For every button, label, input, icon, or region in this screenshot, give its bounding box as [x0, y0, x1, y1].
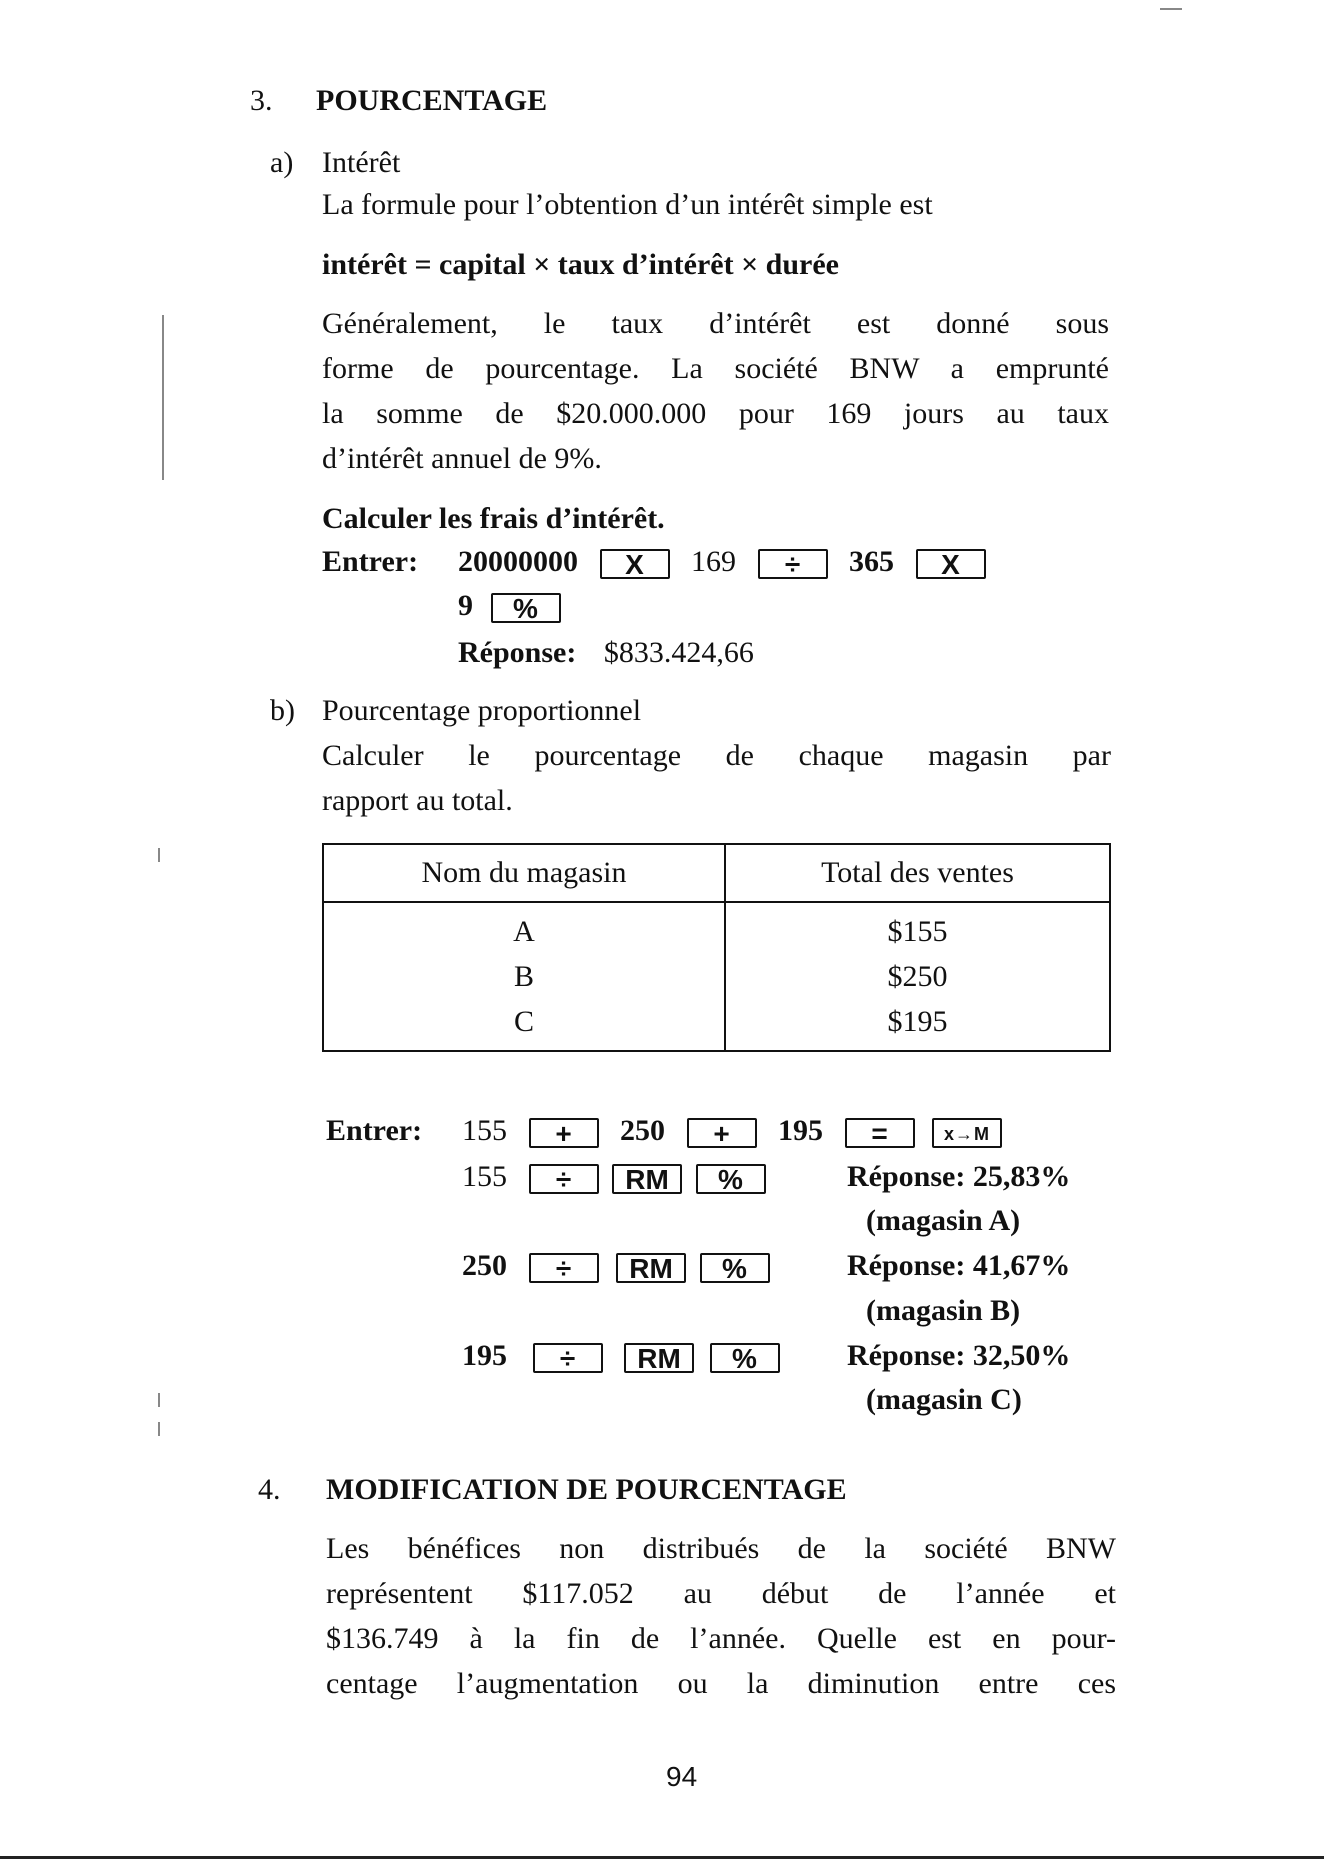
multiply-key: X [916, 549, 986, 579]
proportional-paragraph [322, 733, 1111, 823]
value: 250 [620, 1114, 665, 1147]
paragraph-line: Généralement, le taux d’intérêt est donné sous [322, 307, 1109, 340]
paragraph-line: $136.749 à la fin de l’année. Quelle est en pour- [326, 1622, 1116, 1655]
value: 9 [458, 589, 473, 622]
calc-line-2 [458, 583, 561, 628]
value: 169 [691, 545, 736, 578]
paragraph-line: centage l’augmentation ou la diminution entre ces [326, 1667, 1116, 1700]
percent-key: % [710, 1343, 780, 1373]
table-row [323, 902, 1110, 954]
store-label: (magasin C) [866, 1383, 1022, 1416]
answer-text: Réponse: 32,50% [847, 1339, 1071, 1372]
value: 195 [462, 1339, 507, 1372]
recall-memory-key: RM [624, 1343, 694, 1373]
percent-key: % [491, 593, 561, 623]
store-name: A [323, 902, 725, 954]
value: 250 [462, 1249, 507, 1282]
enter-label: Entrer: [322, 545, 419, 578]
paragraph-line: représentent $117.052 au début de l’année et [326, 1577, 1116, 1610]
divide-key: ÷ [529, 1253, 599, 1283]
equals-key: = [845, 1118, 915, 1148]
subsection-marker: b) [270, 694, 295, 727]
enter-label: Entrer: [326, 1114, 423, 1147]
page-bottom-rule [0, 1856, 1324, 1859]
plus-key: + [529, 1118, 599, 1148]
memory-store-key: x→M [932, 1118, 1002, 1148]
table-row [323, 999, 1110, 1051]
calc-line-1 [458, 539, 986, 584]
store-label: (magasin A) [866, 1204, 1021, 1237]
table-header-row [323, 844, 1110, 902]
calc-row [462, 1154, 766, 1199]
margin-line [158, 1393, 160, 1407]
subsection-heading: Pourcentage proportionnel [322, 694, 642, 727]
instruction: Calculer les frais d’intérêt. [322, 502, 665, 535]
divide-key: ÷ [758, 549, 828, 579]
paragraph-line: rapport au total. [322, 784, 513, 817]
margin-line [158, 848, 160, 862]
subsection-marker: a) [270, 146, 294, 179]
answer-value: $833.424,66 [603, 636, 754, 669]
paragraph-line: la somme de $20.000.000 pour 169 jours au taux [322, 397, 1109, 430]
value: 155 [462, 1114, 507, 1147]
margin-line [158, 1422, 160, 1436]
modification-paragraph [326, 1526, 1116, 1706]
interest-paragraph [322, 301, 1109, 481]
multiply-key: X [600, 549, 670, 579]
plus-key: + [687, 1118, 757, 1148]
section-number: 4. [258, 1473, 281, 1506]
column-header: Nom du magasin [323, 844, 725, 902]
subsection-heading: Intérêt [322, 146, 401, 179]
calc-row [462, 1243, 770, 1288]
answer-text: Réponse: 25,83% [847, 1160, 1071, 1193]
page-number: 94 [666, 1761, 698, 1792]
paragraph-line: Les bénéfices non distribués de la société BNW [326, 1532, 1116, 1565]
paragraph-line: d’intérêt annuel de 9%. [322, 442, 602, 475]
recall-memory-key: RM [612, 1164, 682, 1194]
value: 195 [778, 1114, 823, 1147]
answer-label: Réponse: [458, 636, 577, 669]
store-sales: $155 [725, 902, 1110, 954]
store-name: B [323, 954, 725, 999]
calc-row [462, 1333, 780, 1378]
store-name: C [323, 999, 725, 1051]
divide-key: ÷ [533, 1343, 603, 1373]
store-sales: $250 [725, 954, 1110, 999]
paragraph-line: Calculer le pourcentage de chaque magasin par [322, 739, 1111, 772]
store-label: (magasin B) [866, 1294, 1021, 1327]
percent-key: % [696, 1164, 766, 1194]
sum-line [462, 1108, 1002, 1153]
percent-key: % [700, 1253, 770, 1283]
value: 365 [849, 545, 894, 578]
divide-key: ÷ [529, 1164, 599, 1194]
recall-memory-key: RM [616, 1253, 686, 1283]
column-header: Total des ventes [725, 844, 1110, 902]
answer-text: Réponse: 41,67% [847, 1249, 1071, 1282]
value: 155 [462, 1160, 507, 1193]
answer-line [458, 630, 754, 675]
stores-table [322, 843, 1111, 1052]
formula-intro: La formule pour l’obtention d’un intérêt simple est [322, 188, 933, 221]
section-number: 3. [250, 84, 273, 117]
section-title: POURCENTAGE [316, 84, 548, 117]
margin-line [162, 315, 164, 480]
table-row [323, 954, 1110, 999]
top-rule [1160, 8, 1182, 10]
store-sales: $195 [725, 999, 1110, 1051]
section-title: MODIFICATION DE POURCENTAGE [326, 1473, 847, 1506]
interest-formula: intérêt = capital × taux d’intérêt × durée [322, 248, 840, 281]
value: 20000000 [458, 545, 578, 578]
paragraph-line: forme de pourcentage. La société BNW a emprunté [322, 352, 1109, 385]
